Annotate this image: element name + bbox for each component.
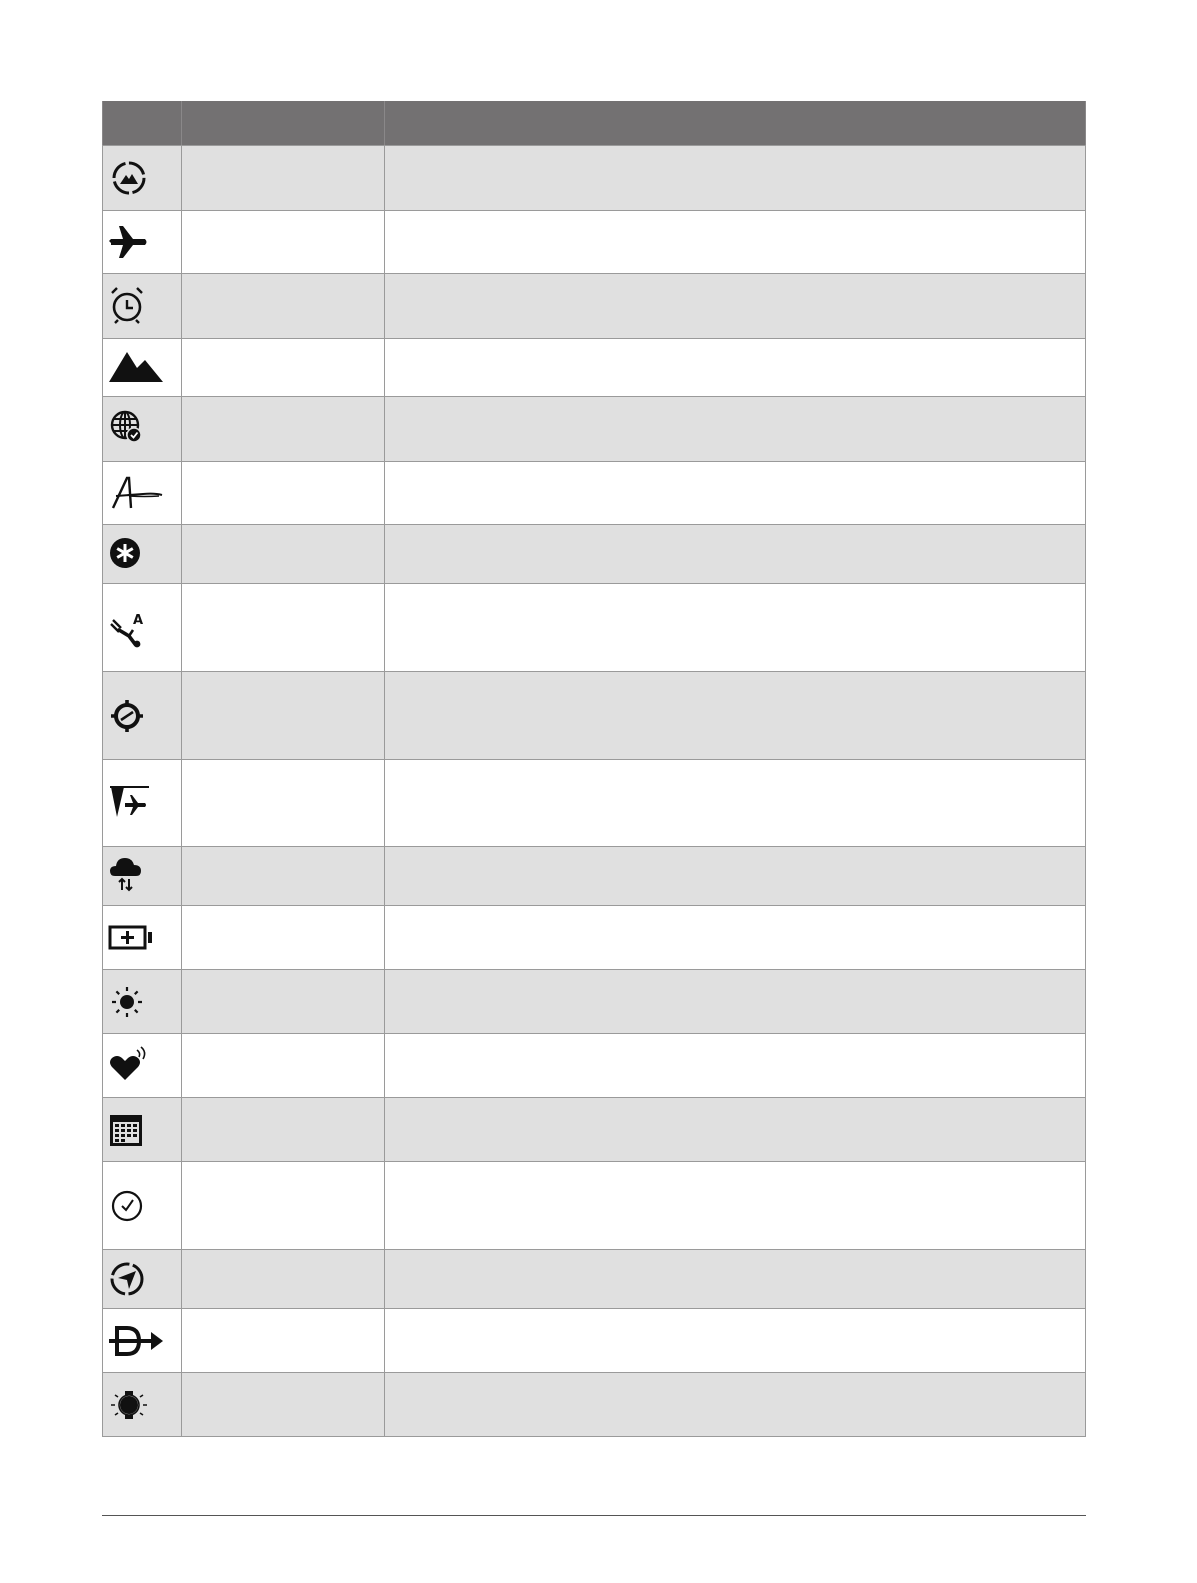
footer-divider	[102, 1515, 1086, 1516]
table-row	[102, 210, 1086, 273]
table-row	[102, 1097, 1086, 1161]
table-row	[102, 145, 1086, 210]
table-row	[102, 1033, 1086, 1097]
airspace-airplane-icon	[107, 773, 167, 833]
header-name	[182, 101, 385, 145]
clock-icon	[107, 1176, 167, 1236]
table-row	[102, 846, 1086, 905]
globe-check-icon	[107, 399, 167, 459]
compass-arrow-icon	[107, 1249, 167, 1309]
table-row	[102, 338, 1086, 396]
direct-to-icon	[107, 1311, 167, 1371]
sun-icon	[107, 972, 167, 1032]
table-row	[102, 583, 1086, 671]
table-row	[102, 1308, 1086, 1372]
svg-text:A: A	[133, 612, 144, 628]
table-header	[102, 101, 1086, 145]
table-row	[102, 1161, 1086, 1249]
table-row	[102, 273, 1086, 338]
table-row	[102, 969, 1086, 1033]
calendar-icon	[107, 1100, 167, 1160]
mountains-icon	[107, 338, 167, 398]
table-row	[102, 1372, 1086, 1437]
table-row	[102, 759, 1086, 846]
altimeter-icon	[107, 148, 167, 208]
auto-dive-icon	[107, 598, 167, 658]
cloud-sync-icon	[107, 846, 167, 906]
header-description	[385, 101, 1086, 145]
battery-icon	[107, 908, 167, 968]
table-row	[102, 396, 1086, 461]
table-row	[102, 524, 1086, 583]
table-row	[102, 671, 1086, 759]
airplane-icon	[107, 212, 167, 272]
heart-rate-broadcast-icon	[107, 1036, 167, 1096]
table-row	[102, 461, 1086, 524]
watch-light-icon	[107, 1375, 167, 1435]
arrow-a-icon	[107, 463, 167, 523]
header-icon	[102, 101, 182, 145]
icons-table	[102, 101, 1086, 1437]
table-row	[102, 1249, 1086, 1308]
asterisk-circle-icon	[107, 524, 167, 584]
table-row	[102, 905, 1086, 969]
crosshair-icon	[107, 686, 167, 746]
alarm-clock-icon	[107, 276, 167, 336]
